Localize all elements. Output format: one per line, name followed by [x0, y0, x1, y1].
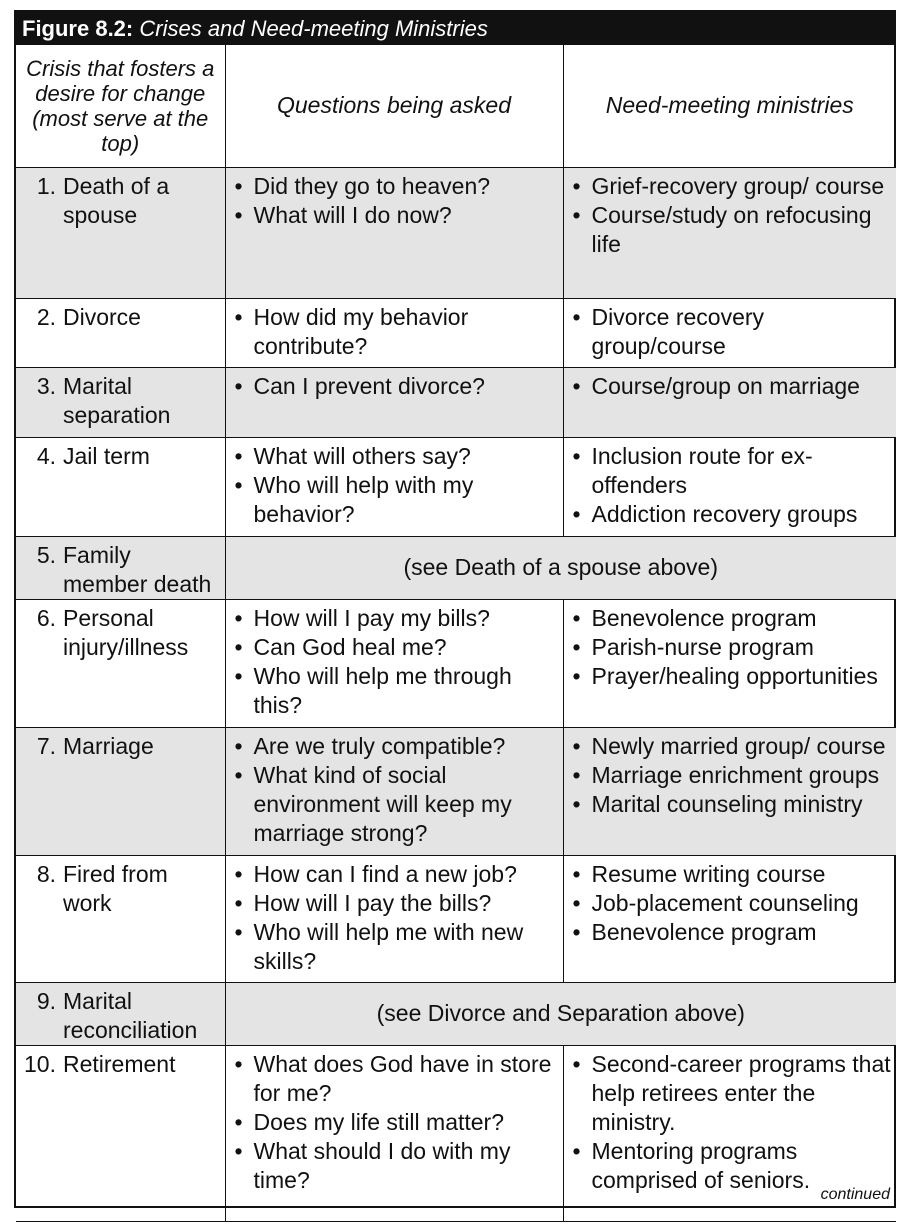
- questions-list: [226, 600, 563, 720]
- crisis-label: [16, 728, 225, 761]
- ministry-item: • Benevolence program: [572, 604, 893, 633]
- crisis-number: 4.: [36, 442, 56, 469]
- crises-table: [16, 45, 896, 1222]
- question-item: • Did they go to heaven?: [234, 172, 559, 201]
- question-item: • How will I pay my bills?: [234, 604, 559, 633]
- questions-cell: [225, 727, 563, 855]
- see-reference-cell: (see Divorce and Separation above): [225, 982, 896, 1045]
- question-item: • What kind of social environment will keep my marriage strong?: [234, 761, 559, 848]
- question-item: • How will I pay the bills?: [234, 889, 559, 918]
- ministry-item: • Grief-recovery group/ course: [572, 172, 893, 201]
- table-row: [16, 167, 896, 298]
- questions-cell: [225, 298, 563, 367]
- crisis-label: [16, 600, 225, 662]
- questions-cell: [225, 367, 563, 437]
- table-row: [16, 727, 896, 855]
- questions-list: [226, 438, 563, 529]
- question-item: • How did my behavior contribute?: [234, 303, 559, 361]
- ministries-list: [564, 299, 897, 361]
- table-body: [16, 167, 896, 1221]
- ministry-item: • Divorce recovery group/course: [572, 303, 893, 361]
- questions-list: [226, 299, 563, 361]
- questions-cell: [225, 855, 563, 982]
- crisis-label: [16, 983, 225, 1045]
- see-reference-cell: (see Death of a spouse above): [225, 536, 896, 599]
- ministry-item: • Addiction recovery groups: [572, 500, 893, 529]
- crisis-cell: [16, 167, 225, 298]
- questions-list: [226, 1046, 563, 1195]
- crisis-text: Marriage: [63, 732, 154, 759]
- header-crisis: Crisis that fosters a desire for change (most serve at the top): [16, 45, 225, 167]
- questions-cell: [225, 167, 563, 298]
- crisis-label: [16, 856, 225, 918]
- ministry-item: • Newly married group/ course: [572, 732, 893, 761]
- question-item: • Can I prevent divorce?: [234, 372, 559, 401]
- ministries-list: [564, 168, 897, 259]
- ministry-item: • Course/group on marriage: [572, 372, 893, 401]
- question-item: • Can God heal me?: [234, 633, 559, 662]
- figure-title: Crises and Need-meeting Ministries: [139, 16, 488, 41]
- crisis-number: 8.: [36, 860, 56, 887]
- crisis-cell: [16, 599, 225, 727]
- questions-list: [226, 168, 563, 230]
- crisis-number: 7.: [36, 732, 56, 759]
- figure-frame: [14, 10, 896, 1208]
- ministry-item: • Job-placement counseling: [572, 889, 893, 918]
- ministry-item: • Benevolence program: [572, 918, 893, 947]
- table-row: [16, 367, 896, 437]
- ministries-list: [564, 728, 897, 819]
- ministries-list: [564, 368, 897, 401]
- ministry-item: • Marital counseling ministry: [572, 790, 893, 819]
- crisis-label: [16, 1046, 225, 1079]
- ministry-item: • Resume writing course: [572, 860, 893, 889]
- crisis-number: 10.: [24, 1050, 56, 1077]
- question-item: • Who will help with my behavior?: [234, 471, 559, 529]
- ministries-cell: [563, 599, 896, 727]
- questions-cell: [225, 1045, 563, 1221]
- crisis-number: 3.: [36, 372, 56, 399]
- crisis-cell: [16, 298, 225, 367]
- question-item: • Who will help me with new skills?: [234, 918, 559, 976]
- question-item: • What does God have in store for me?: [234, 1050, 559, 1108]
- crisis-cell: [16, 727, 225, 855]
- figure-title-bar: [16, 12, 894, 45]
- ministry-item: • Course/study on refocusing life: [572, 201, 893, 259]
- question-item: • What will I do now?: [234, 201, 559, 230]
- crisis-cell: [16, 1045, 225, 1221]
- crisis-text: Fired from work: [63, 860, 168, 916]
- question-item: • How can I find a new job?: [234, 860, 559, 889]
- crisis-text: Divorce: [63, 303, 141, 330]
- table-row: [16, 855, 896, 982]
- crisis-label: [16, 299, 225, 332]
- ministry-item: • Mentoring programs comprised of seniors.: [572, 1137, 893, 1195]
- crisis-label: [16, 368, 225, 430]
- crisis-cell: [16, 855, 225, 982]
- crisis-label: [16, 438, 225, 471]
- questions-cell: [225, 437, 563, 536]
- ministries-cell: [563, 855, 896, 982]
- crisis-number: 9.: [36, 987, 56, 1014]
- questions-list: [226, 368, 563, 401]
- header-questions: Questions being asked: [225, 45, 563, 167]
- crisis-text: Death of a spouse: [63, 172, 170, 228]
- ministry-item: • Inclusion route for ex-offenders: [572, 442, 893, 500]
- crisis-label: [16, 168, 225, 230]
- question-item: • What will others say?: [234, 442, 559, 471]
- ministries-list: [564, 438, 897, 529]
- crisis-cell: [16, 367, 225, 437]
- ministries-list: [564, 856, 897, 947]
- continued-note: continued: [820, 1186, 890, 1203]
- ministries-cell: [563, 437, 896, 536]
- ministry-item: • Parish-nurse program: [572, 633, 893, 662]
- table-row: [16, 298, 896, 367]
- crisis-label: [16, 537, 225, 599]
- crisis-text: Personal injury/illness: [63, 604, 189, 660]
- crisis-number: 2.: [36, 303, 56, 330]
- crisis-cell: [16, 437, 225, 536]
- crisis-text: Marital separation: [63, 372, 171, 428]
- table-row: [16, 599, 896, 727]
- ministries-cell: [563, 167, 896, 298]
- question-item: • What should I do with my time?: [234, 1137, 559, 1195]
- crisis-cell: [16, 536, 225, 599]
- crisis-text: Family member death: [63, 541, 212, 597]
- table-row: [16, 982, 896, 1045]
- questions-cell: [225, 599, 563, 727]
- question-item: • Who will help me through this?: [234, 662, 559, 720]
- header-ministries: Need-meeting ministries: [563, 45, 896, 167]
- crisis-text: Retirement: [63, 1050, 176, 1077]
- questions-list: [226, 856, 563, 976]
- table-row: [16, 536, 896, 599]
- ministries-list: [564, 1046, 897, 1195]
- ministries-list: [564, 600, 897, 691]
- ministries-cell: [563, 727, 896, 855]
- ministries-cell: [563, 298, 896, 367]
- ministry-item: • Second-career programs that help retirees enter the ministry.: [572, 1050, 893, 1137]
- table-row: [16, 1045, 896, 1221]
- ministry-item: • Prayer/healing opportunities: [572, 662, 893, 691]
- crisis-cell: [16, 982, 225, 1045]
- crisis-text: Jail term: [63, 442, 150, 469]
- ministry-item: • Marriage enrichment groups: [572, 761, 893, 790]
- crisis-number: 5.: [36, 541, 56, 568]
- question-item: • Does my life still matter?: [234, 1108, 559, 1137]
- question-item: • Are we truly compatible?: [234, 732, 559, 761]
- crisis-number: 1.: [36, 172, 56, 199]
- questions-list: [226, 728, 563, 848]
- table-row: [16, 437, 896, 536]
- figure-number: Figure 8.2:: [22, 16, 134, 41]
- header-row: [16, 45, 896, 167]
- ministries-cell: [563, 367, 896, 437]
- crisis-text: Marital reconciliation: [63, 987, 198, 1043]
- crisis-number: 6.: [36, 604, 56, 631]
